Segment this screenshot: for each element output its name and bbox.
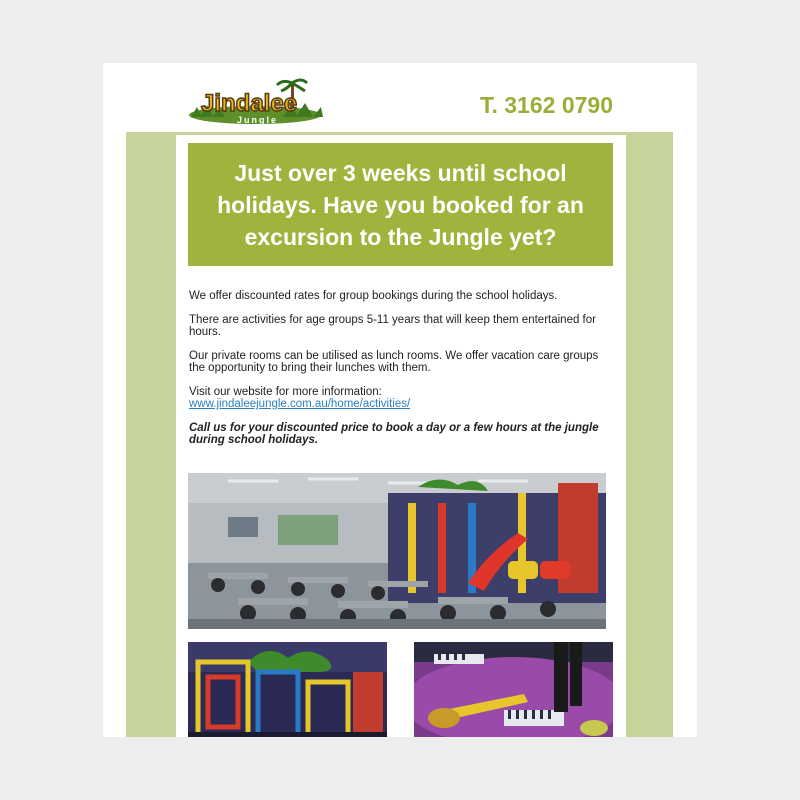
headline-text: Just over 3 weeks until school holidays. Have you booked for an excursion to the Jungle yet? xyxy=(217,159,584,250)
jindalee-jungle-logo[interactable] xyxy=(187,77,325,127)
logo-graphic xyxy=(187,77,325,127)
paragraph-private-rooms: Our private rooms can be utilised as lunch rooms. We offer vacation care groups the opportunity to bring their lunches with them. xyxy=(189,350,599,374)
photo-playground-cafe xyxy=(188,473,606,629)
website-intro: Visit our website for more information: xyxy=(189,386,382,398)
email-header xyxy=(103,63,697,133)
paragraph-website xyxy=(189,386,609,410)
photo-play-frame xyxy=(188,642,387,737)
phone-number[interactable]: T. 3162 0790 xyxy=(479,92,613,118)
paragraph-age-groups: There are activities for age groups 5-11 years that will keep them entertained for hours. xyxy=(189,314,596,338)
body-copy xyxy=(189,290,609,458)
paragraph-group-rates: We offer discounted rates for group bookings during the school holidays. xyxy=(189,290,558,302)
website-link[interactable]: www.jindaleejungle.com.au/home/activities/ xyxy=(189,398,411,410)
email-content xyxy=(176,135,626,737)
headline-banner xyxy=(188,143,613,266)
logo-wordmark: Jindalee xyxy=(201,90,298,117)
logo-subtext: Jungle xyxy=(237,115,279,125)
email-page xyxy=(103,63,697,737)
call-to-action: Call us for your discounted price to book a day or a few hours at the jungle during school holidays. xyxy=(189,422,599,446)
photo-music-floor xyxy=(414,642,613,737)
